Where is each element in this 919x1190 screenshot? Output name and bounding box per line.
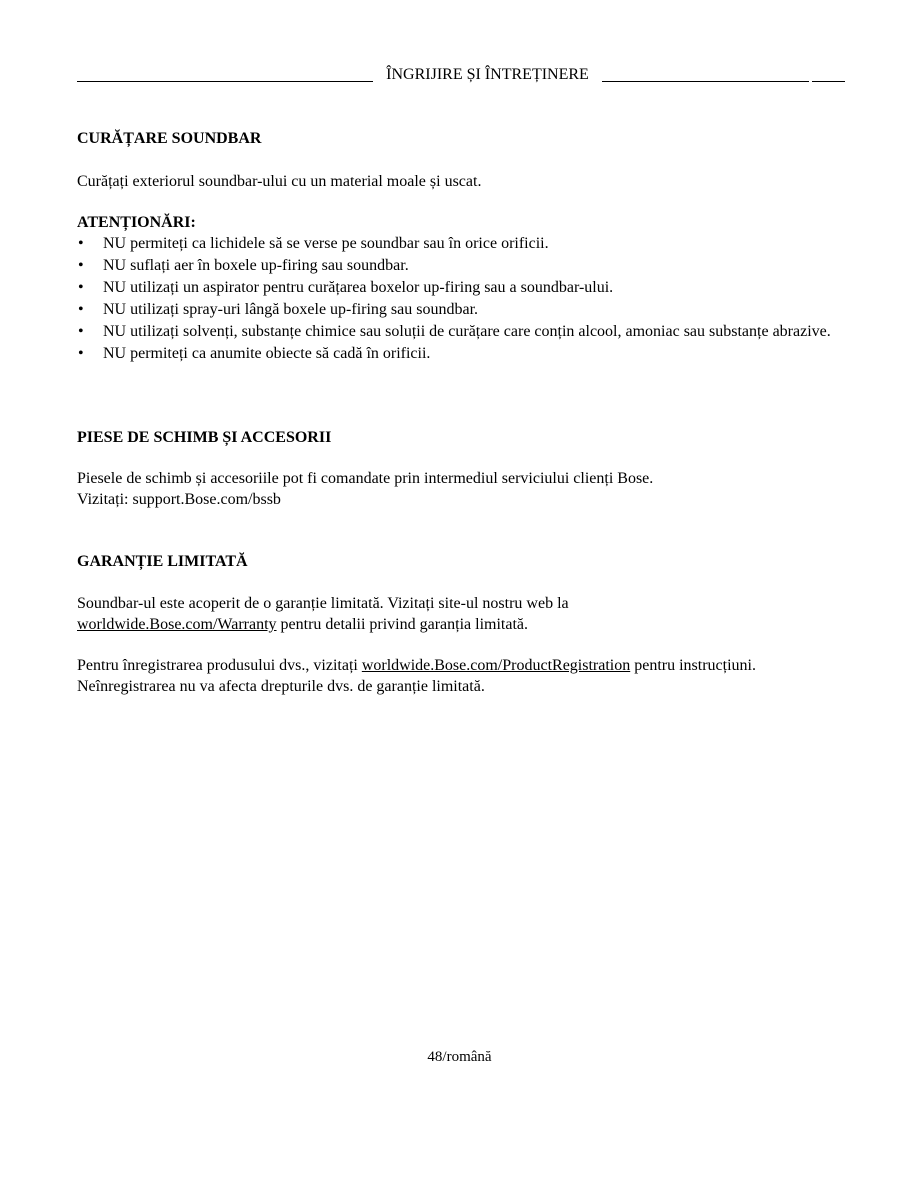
warning-text: NU permiteți ca anumite obiecte să cadă în orificii.	[103, 345, 431, 362]
product-registration-link[interactable]: worldwide.Bose.com/ProductRegistration	[361, 657, 631, 674]
parts-text-line1: Piesele de schimb și accesoriile pot fi comandate prin intermediul serviciului clienți Bose.	[77, 470, 654, 487]
list-item	[77, 233, 867, 254]
header-rule-right	[602, 81, 809, 82]
warning-text: NU permiteți ca lichidele să se verse pe soundbar sau în orice orificii.	[103, 235, 549, 252]
list-item	[77, 299, 867, 320]
page-number: 48/română	[427, 1049, 492, 1065]
warranty-link[interactable]: worldwide.Bose.com/Warranty	[77, 616, 277, 633]
registration-text-after: pentru instrucțiuni.	[630, 657, 756, 674]
warranty-text-rest: pentru detalii privind garanția limitată.	[276, 616, 529, 633]
bullet-icon: •	[78, 279, 84, 296]
list-item	[77, 255, 867, 276]
parts-text-line2: Vizitați: support.Bose.com/bssb	[77, 491, 281, 508]
bullet-icon: •	[78, 235, 84, 252]
warnings-list	[77, 233, 867, 365]
warning-text: NU suflați aer în boxele up-firing sau soundbar.	[103, 257, 409, 274]
header-rule-left	[77, 81, 373, 82]
registration-text-line1	[77, 655, 867, 676]
cleaning-text: Curățați exteriorul soundbar-ului cu un material moale și uscat.	[77, 173, 482, 190]
list-item	[77, 321, 867, 342]
warnings-heading: ATENȚIONĂRI:	[77, 214, 196, 231]
bullet-icon: •	[78, 345, 84, 362]
warning-text: NU utilizați solvenți, substanțe chimice sau soluții de curățare care conțin alcool, amoniac sau substanțe abrazive.	[103, 323, 831, 340]
warning-text: NU utilizați un aspirator pentru curățarea boxelor up-firing sau a soundbar-ului.	[103, 279, 614, 296]
list-item	[77, 277, 867, 298]
bullet-icon: •	[78, 257, 84, 274]
registration-text-before: Pentru înregistrarea produsului dvs., vizitați	[77, 657, 362, 674]
page-header	[77, 64, 845, 86]
cleaning-heading: CURĂȚARE SOUNDBAR	[77, 130, 262, 147]
bullet-icon: •	[78, 301, 84, 318]
warning-text: NU utilizați spray-uri lângă boxele up-firing sau soundbar.	[103, 301, 479, 318]
header-title: ÎNGRIJIRE ȘI ÎNTREȚINERE	[386, 66, 589, 83]
header-rule-tail	[812, 81, 845, 82]
warranty-text-line2	[77, 614, 867, 635]
bullet-icon: •	[78, 323, 84, 340]
registration-text-line2: Neînregistrarea nu va afecta drepturile dvs. de garanție limitată.	[77, 678, 485, 695]
warranty-text-line1: Soundbar-ul este acoperit de o garanție limitată. Vizitați site-ul nostru web la	[77, 595, 569, 612]
parts-heading: PIESE DE SCHIMB ȘI ACCESORII	[77, 429, 332, 446]
warranty-heading: GARANȚIE LIMITATĂ	[77, 553, 248, 570]
list-item	[77, 343, 867, 364]
